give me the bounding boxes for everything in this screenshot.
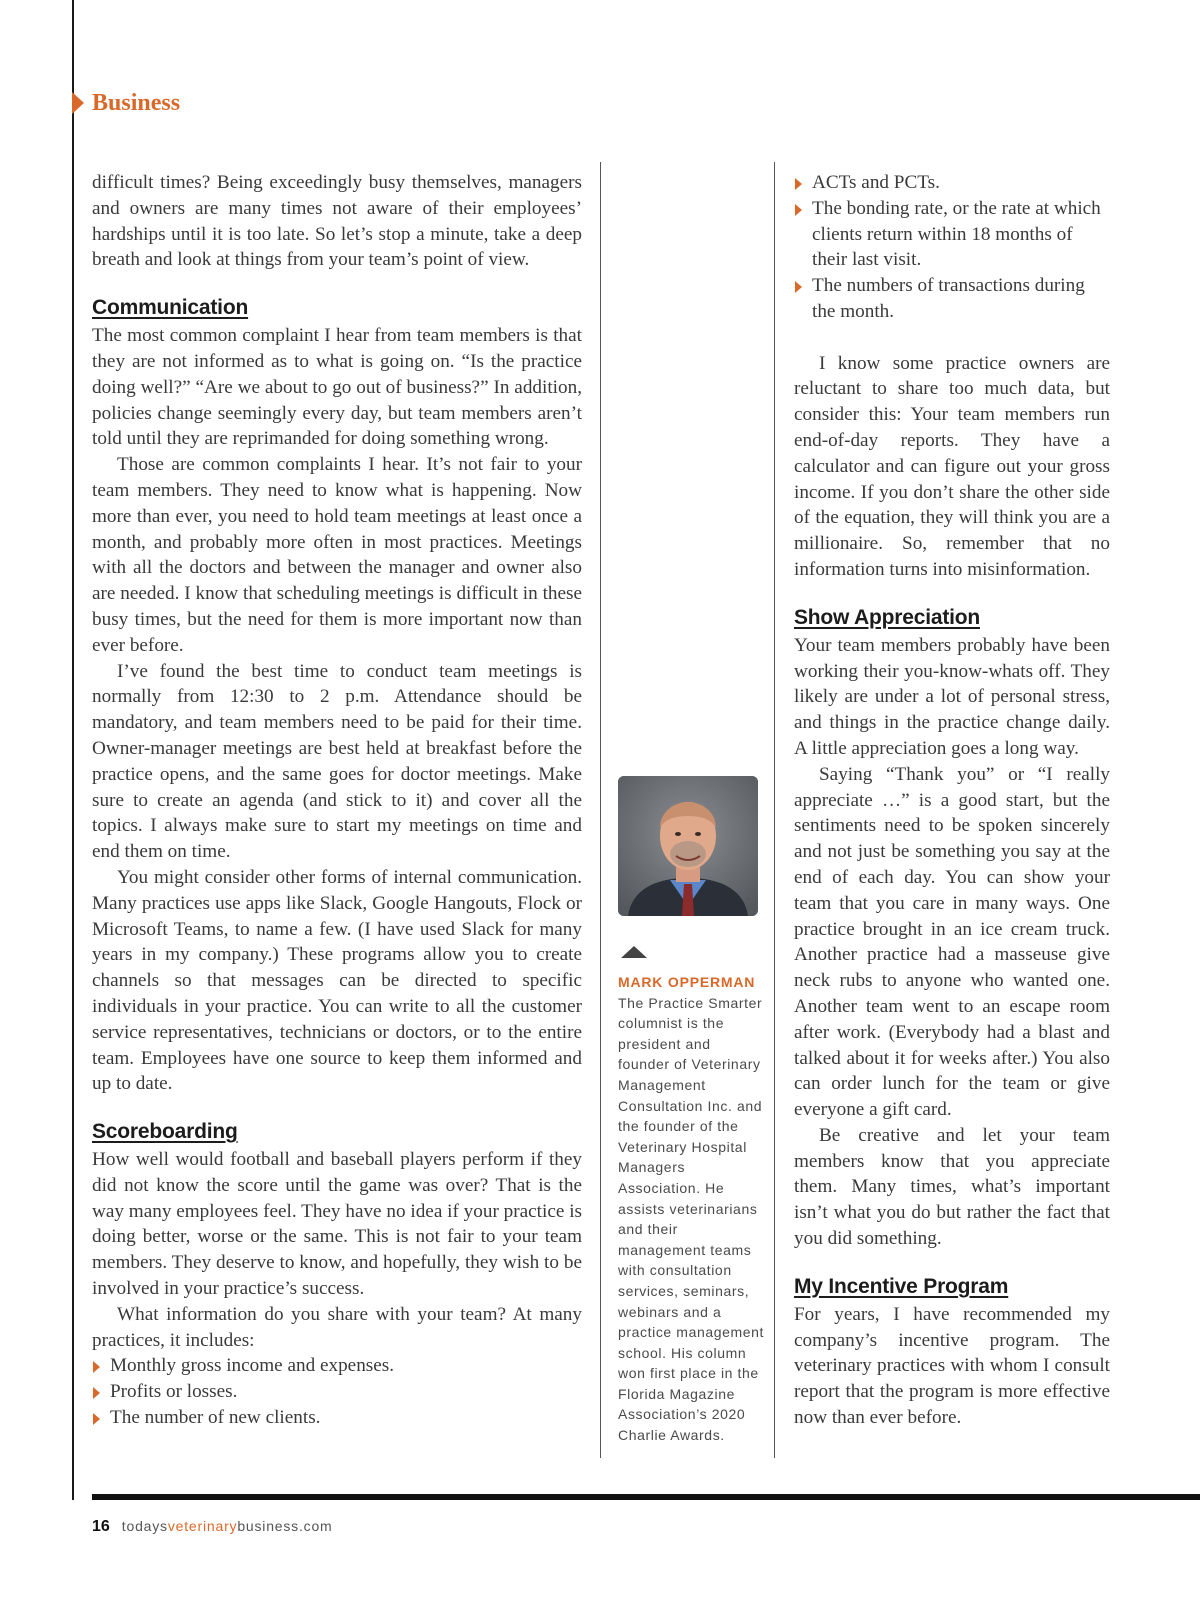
column-divider (774, 162, 775, 1458)
site-url-suffix: business.com (237, 1518, 333, 1534)
list-item-text: The bonding rate, or the rate at which clients return within 18 months of their last visit. (812, 197, 1101, 271)
list-item (92, 1353, 582, 1379)
list-item (794, 196, 1110, 273)
bullet-arrow-icon (93, 1361, 100, 1373)
list-item (794, 273, 1110, 325)
site-url (122, 1518, 333, 1534)
site-url-prefix: todays (121, 1518, 168, 1534)
bullet-arrow-icon (795, 204, 802, 216)
paragraph-scoreboarding-2: What information do you share with your team? At many practices, it includes: (92, 1303, 582, 1351)
paragraph-communication-4: You might consider other forms of internal communication. Many practices use apps like Slack, Google Hangouts, Flock or Microsoft Teams, to name a few. (I have used Slack for many years in my company.) These programs allow you to create channels so that messages can be directed to specific individuals in your practice. You can write to all the customer service representatives, technicians or doctors, or to the entire team. Employees have one source to keep them informed and up to date. (92, 866, 582, 1095)
page-footer (92, 1518, 333, 1536)
paragraph-appreciation-3: Be creative and let your team members know that you appreciate them. Many times, what’s important isn’t what you do but rather the fact that you did something. (794, 1124, 1110, 1250)
bullet-arrow-icon (795, 281, 802, 293)
bullet-arrow-icon (795, 178, 802, 190)
article-column-right (794, 170, 1110, 1431)
bullet-arrow-icon (93, 1387, 100, 1399)
bullet-list-left (92, 1353, 582, 1430)
author-bio-text: The Practice Smarter columnist is the president and founder of Veterinary Management Consultation Inc. and the founder of the Veterinary Hospital Managers Association. He assists veterinarians and their management teams with consultation services, seminars, webinars and a practice management school. His column won first place in the Florida Magazine Association’s 2020 Charlie Awards. (618, 994, 765, 1444)
section-header (72, 86, 180, 120)
footer-rule (92, 1494, 1200, 1500)
list-item-text: Monthly gross income and expenses. (110, 1355, 395, 1377)
author-bio (618, 972, 766, 1446)
list-item-text: ACTs and PCTs. (812, 172, 940, 193)
heading-show-appreciation: Show Appreciation (794, 605, 980, 629)
author-photo (618, 776, 758, 916)
page-number: 16 (92, 1518, 110, 1535)
caption-pointer-icon (621, 946, 647, 958)
list-item-text: The numbers of transactions during the month. (812, 275, 1085, 322)
heading-communication: Communication (92, 296, 249, 320)
list-item-text: Profits or losses. (110, 1381, 238, 1403)
paragraph-intro: difficult times? Being exceedingly busy themselves, managers and owners are many times not aware of their employees’ hardships until it is too late. So let’s stop a minute, take a deep breath and look at things from your team’s point of view. (92, 172, 582, 271)
paragraph-scoreboarding-1: How well would football and baseball players perform if they did not know the score until the game was over? That is the way many employees feel. They have no idea if your practice is doing better, worse or the same. This is not fair to your team members. They deserve to know, and hopefully, they wish to be involved in your practice’s success. (92, 1149, 582, 1300)
paragraph-communication-1: The most common complaint I hear from team members is that they are not informed as to what is going on. “Is the practice doing well?” “Are we about to go out of business?” In addition, policies change seemingly every day, but team members aren’t told until they are reprimanded for doing something wrong. (92, 325, 582, 450)
paragraph-communication-2: Those are common complaints I hear. It’s not fair to your team members. They need to know what is happening. Now more than ever, you need to hold team meetings at least once a month, and probably more often in most practices. Meetings with all the doctors and between the manager and owner also are needed. I know that scheduling meetings is difficult in these busy times, but the need for them is more important now than ever before. (92, 454, 582, 656)
section-arrow-icon (72, 92, 84, 114)
list-item-text: The number of new clients. (110, 1407, 321, 1429)
column-divider (600, 162, 601, 1458)
bullet-arrow-icon (93, 1413, 100, 1425)
author-name: MARK OPPERMAN (618, 974, 756, 990)
paragraph-communication-3: I’ve found the best time to conduct team meetings is normally from 12:30 to 2 p.m. Attendance should be mandatory, and team members need to be paid for their time. Owner-manager meetings are best held at breakfast before the practice opens, and the same goes for doctor meetings. Make sure to create an agenda (and stick to it) and cover all the topics. I always make sure to start my meetings on time and end them on time. (92, 660, 582, 863)
left-margin-rule (72, 0, 74, 1500)
author-portrait-illustration (618, 776, 758, 916)
paragraph-appreciation-2: Saying “Thank you” or “I really appreciate …” is a good start, but the sentiments need to be spoken sincerely and not just be something you say at the end of each day. You can show your team that you care in many ways. One practice brought in an ice cream truck. Another practice had a masseuse give neck rubs to anyone who wanted one. Another team went to an escape room after work. (Everybody had a blast and talked about it for weeks after.) You also can order lunch for the team or give everyone a gift card. (794, 763, 1110, 1121)
paragraph-appreciation-1: Your team members probably have been working their you-know-whats off. They likely are under a lot of personal stress, and things in the practice change daily. A little appreciation goes a long way. (794, 634, 1110, 759)
heading-scoreboarding: Scoreboarding (92, 1120, 238, 1144)
list-item (92, 1379, 582, 1405)
paragraph-incentive-1: For years, I have recommended my company’s incentive program. The veterinary practices with whom I consult report that the program is more effective now than ever before. (794, 1303, 1110, 1429)
paragraph-data-sharing: I know some practice owners are reluctant to share too much data, but consider this: Your team members run end-of-day reports. They have a calculator and can figure out your gross income. If you don’t share the other side of the equation, they will think you are a millionaire. So, remember that no information turns into misinformation. (794, 352, 1110, 580)
site-url-highlight: veterinary (167, 1518, 238, 1534)
article-column-left (92, 170, 582, 1431)
heading-incentive-program: My Incentive Program (794, 1274, 1009, 1298)
section-label: Business (92, 89, 181, 116)
bullet-list-right (794, 170, 1110, 325)
list-item (92, 1405, 582, 1431)
list-item (794, 170, 1110, 196)
